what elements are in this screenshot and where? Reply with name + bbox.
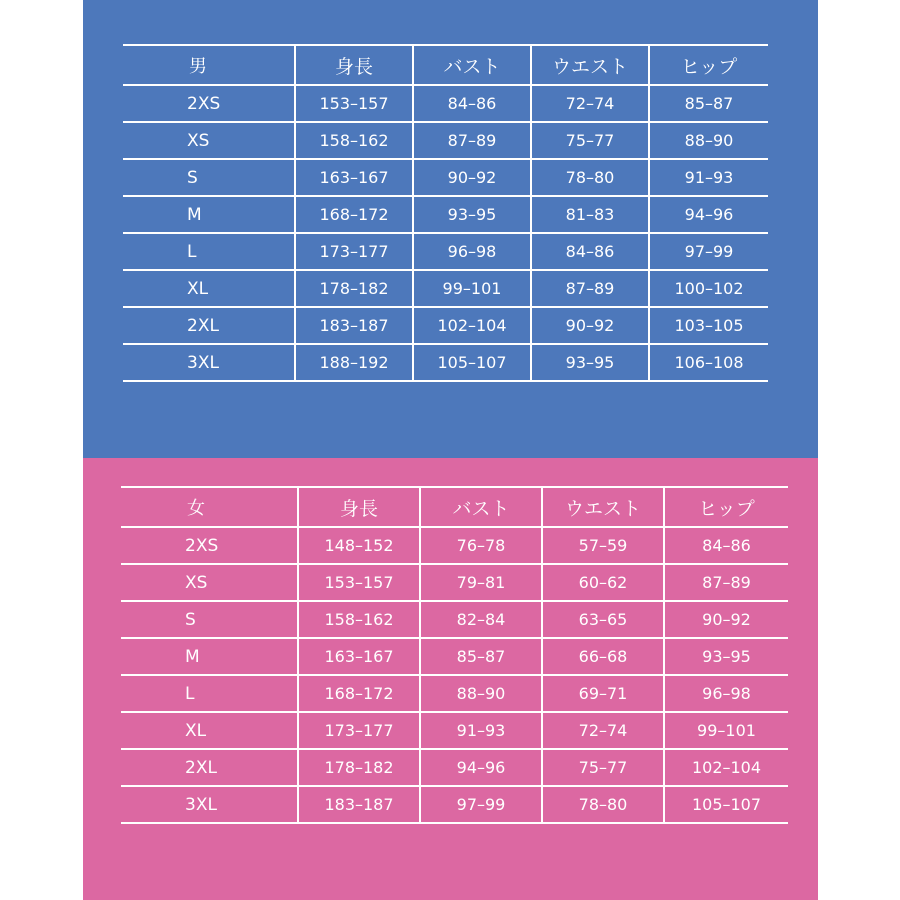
men-gender-label: 男	[123, 45, 295, 85]
height-header: 身長	[298, 487, 420, 527]
size-cell: 2XS	[123, 85, 295, 122]
women-header-row	[121, 487, 788, 527]
height-cell: 153–157	[298, 564, 420, 601]
hip-cell: 99–101	[664, 712, 788, 749]
height-cell: 168–172	[295, 196, 413, 233]
table-row	[121, 712, 788, 749]
hip-cell: 85–87	[649, 85, 768, 122]
women-size-panel	[83, 458, 818, 900]
size-cell: 2XL	[123, 307, 295, 344]
men-size-table	[123, 44, 768, 382]
height-cell: 173–177	[295, 233, 413, 270]
height-cell: 183–187	[295, 307, 413, 344]
hip-cell: 84–86	[664, 527, 788, 564]
hip-cell: 102–104	[664, 749, 788, 786]
height-cell: 148–152	[298, 527, 420, 564]
waist-header: ウエスト	[531, 45, 649, 85]
table-row	[121, 675, 788, 712]
men-header-row	[123, 45, 768, 85]
bust-cell: 91–93	[420, 712, 542, 749]
bust-cell: 99–101	[413, 270, 531, 307]
table-row	[123, 122, 768, 159]
size-cell: XL	[123, 270, 295, 307]
height-cell: 153–157	[295, 85, 413, 122]
men-size-rows	[123, 85, 768, 381]
bust-cell: 76–78	[420, 527, 542, 564]
waist-cell: 72–74	[542, 712, 664, 749]
bust-cell: 105–107	[413, 344, 531, 381]
bust-cell: 96–98	[413, 233, 531, 270]
size-cell: M	[121, 638, 298, 675]
hip-cell: 91–93	[649, 159, 768, 196]
hip-cell: 100–102	[649, 270, 768, 307]
height-cell: 158–162	[298, 601, 420, 638]
table-row	[123, 159, 768, 196]
women-size-rows	[121, 527, 788, 823]
size-cell: XL	[121, 712, 298, 749]
size-cell: 2XS	[121, 527, 298, 564]
waist-cell: 66–68	[542, 638, 664, 675]
men-size-panel	[83, 0, 818, 458]
table-row	[123, 270, 768, 307]
hip-cell: 93–95	[664, 638, 788, 675]
table-row	[121, 527, 788, 564]
bust-cell: 87–89	[413, 122, 531, 159]
size-cell: L	[123, 233, 295, 270]
waist-cell: 78–80	[531, 159, 649, 196]
bust-cell: 90–92	[413, 159, 531, 196]
bust-cell: 82–84	[420, 601, 542, 638]
height-header: 身長	[295, 45, 413, 85]
waist-cell: 57–59	[542, 527, 664, 564]
waist-cell: 78–80	[542, 786, 664, 823]
bust-cell: 93–95	[413, 196, 531, 233]
waist-cell: 60–62	[542, 564, 664, 601]
size-cell: XS	[123, 122, 295, 159]
table-row	[123, 196, 768, 233]
table-row	[121, 564, 788, 601]
height-cell: 168–172	[298, 675, 420, 712]
bust-cell: 84–86	[413, 85, 531, 122]
hip-cell: 106–108	[649, 344, 768, 381]
height-cell: 158–162	[295, 122, 413, 159]
waist-cell: 75–77	[531, 122, 649, 159]
size-cell: 3XL	[121, 786, 298, 823]
height-cell: 163–167	[295, 159, 413, 196]
size-cell: L	[121, 675, 298, 712]
waist-cell: 69–71	[542, 675, 664, 712]
height-cell: 188–192	[295, 344, 413, 381]
waist-cell: 84–86	[531, 233, 649, 270]
height-cell: 183–187	[298, 786, 420, 823]
waist-cell: 81–83	[531, 196, 649, 233]
height-cell: 163–167	[298, 638, 420, 675]
table-row	[123, 307, 768, 344]
hip-cell: 96–98	[664, 675, 788, 712]
size-cell: 3XL	[123, 344, 295, 381]
size-cell: 2XL	[121, 749, 298, 786]
waist-header: ウエスト	[542, 487, 664, 527]
bust-header: バスト	[413, 45, 531, 85]
table-row	[123, 85, 768, 122]
size-cell: XS	[121, 564, 298, 601]
waist-cell: 90–92	[531, 307, 649, 344]
height-cell: 178–182	[298, 749, 420, 786]
hip-cell: 87–89	[664, 564, 788, 601]
waist-cell: 75–77	[542, 749, 664, 786]
bust-cell: 97–99	[420, 786, 542, 823]
bust-cell: 102–104	[413, 307, 531, 344]
hip-cell: 90–92	[664, 601, 788, 638]
women-size-table	[121, 486, 788, 824]
waist-cell: 87–89	[531, 270, 649, 307]
table-row	[121, 601, 788, 638]
height-cell: 178–182	[295, 270, 413, 307]
size-cell: S	[121, 601, 298, 638]
bust-cell: 88–90	[420, 675, 542, 712]
hip-header: ヒップ	[649, 45, 768, 85]
waist-cell: 63–65	[542, 601, 664, 638]
bust-header: バスト	[420, 487, 542, 527]
table-row	[123, 344, 768, 381]
table-row	[123, 233, 768, 270]
bust-cell: 79–81	[420, 564, 542, 601]
women-gender-label: 女	[121, 487, 298, 527]
bust-cell: 85–87	[420, 638, 542, 675]
hip-cell: 97–99	[649, 233, 768, 270]
hip-cell: 88–90	[649, 122, 768, 159]
table-row	[121, 786, 788, 823]
waist-cell: 72–74	[531, 85, 649, 122]
hip-header: ヒップ	[664, 487, 788, 527]
size-cell: S	[123, 159, 295, 196]
hip-cell: 103–105	[649, 307, 768, 344]
hip-cell: 94–96	[649, 196, 768, 233]
hip-cell: 105–107	[664, 786, 788, 823]
table-row	[121, 638, 788, 675]
bust-cell: 94–96	[420, 749, 542, 786]
waist-cell: 93–95	[531, 344, 649, 381]
height-cell: 173–177	[298, 712, 420, 749]
table-row	[121, 749, 788, 786]
size-cell: M	[123, 196, 295, 233]
